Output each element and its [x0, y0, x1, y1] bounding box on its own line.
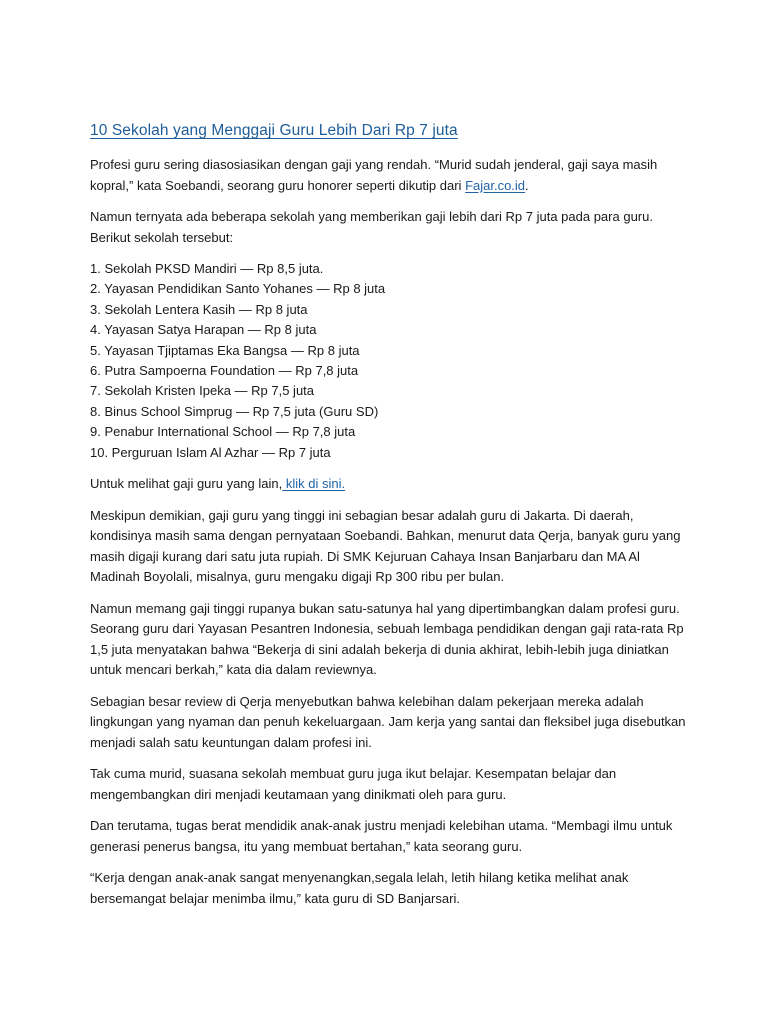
list-item: 10. Perguruan Islam Al Azhar — Rp 7 juta	[90, 444, 331, 460]
body-paragraph: Tak cuma murid, suasana sekolah membuat guru juga ikut belajar. Kesempatan belajar dan mengembangkan diri menjadi keutamaan yang dinikmati oleh para guru.	[90, 766, 617, 802]
list-item: 5. Yayasan Tjiptamas Eka Bangsa — Rp 8 juta	[90, 342, 360, 358]
more-salaries-paragraph	[90, 474, 688, 495]
list-item: 7. Sekolah Kristen Ipeka — Rp 7,5 juta	[90, 383, 315, 399]
lead-paragraph: Namun ternyata ada beberapa sekolah yang memberikan gaji lebih dari Rp 7 juta pada para guru. Berikut sekolah tersebut:	[90, 209, 653, 245]
fajar-link[interactable]: Fajar.co.id	[465, 177, 526, 193]
click-here-link[interactable]: klik di sini.	[282, 476, 346, 492]
list-item: 8. Binus School Simprug — Rp 7,5 juta (Guru SD)	[90, 403, 379, 419]
body-paragraph: Sebagian besar review di Qerja menyebutkan bahwa kelebihan dalam pekerjaan mereka adalah lingkungan yang nyaman dan penuh kekeluargaan. Jam kerja yang santai dan fleksibel juga disebutkan menjadi salah satu keuntungan dalam profesi ini.	[90, 693, 686, 750]
body-paragraph: Dan terutama, tugas berat mendidik anak-anak justru menjadi kelebihan utama. “Membagi ilmu untuk generasi penerus bangsa, itu yang membuat bertahan,” kata seorang guru.	[90, 818, 673, 854]
body-paragraph: “Kerja dengan anak-anak sangat menyenangkan,segala lelah, letih hilang ketika melihat anak bersemangat belajar menimba ilmu,” kata guru di SD Banjarsari.	[90, 870, 629, 906]
article-title: 10 Sekolah yang Menggaji Guru Lebih Dari Rp 7 juta	[90, 122, 458, 139]
intro-paragraph	[90, 155, 688, 196]
body-paragraph: Meskipun demikian, gaji guru yang tinggi ini sebagian besar adalah guru di Jakarta. Di daerah, kondisinya masih sama dengan pernyataan Soebandi. Bahkan, menurut data Qerja, banyak guru yang masih digaji kurang dari satu juta rupiah. Di SMK Kejuruan Cahaya Insan Banjarbaru dan MA Al Madinah Boyolali, misalnya, guru mengaku digaji Rp 300 ribu per bulan.	[90, 507, 681, 585]
body-paragraph: Namun memang gaji tinggi rupanya bukan satu-satunya hal yang dipertimbangkan dalam profesi guru. Seorang guru dari Yayasan Pesantren Indonesia, sebuah lembaga pendidikan dengan gaji rata-rata Rp 1,5 juta menyatakan bahwa “Bekerja di sini adalah bekerja di dunia akhirat, lebih-lebih juga diniatkan untuk mencari berkah,” kata dia dalam reviewnya.	[90, 600, 684, 678]
list-item: 2. Yayasan Pendidikan Santo Yohanes — Rp 8 juta	[90, 281, 386, 297]
list-item: 4. Yayasan Satya Harapan — Rp 8 juta	[90, 322, 317, 338]
list-item: 6. Putra Sampoerna Foundation — Rp 7,8 juta	[90, 363, 359, 379]
more-text: Untuk melihat gaji guru yang lain,	[90, 476, 283, 492]
list-item: 3. Sekolah Lentera Kasih — Rp 8 juta	[90, 301, 308, 317]
intro-period: .	[525, 177, 529, 193]
list-item: 9. Penabur International School — Rp 7,8 juta	[90, 424, 356, 440]
school-salary-list	[90, 259, 688, 463]
list-item: 1. Sekolah PKSD Mandiri — Rp 8,5 juta.	[90, 261, 324, 276]
intro-text: Profesi guru sering diasosiasikan dengan gaji yang rendah. “Murid sudah jenderal, gaji saya masih kopral,” kata Soebandi, seorang guru honorer seperti dikutip dari	[90, 157, 658, 193]
